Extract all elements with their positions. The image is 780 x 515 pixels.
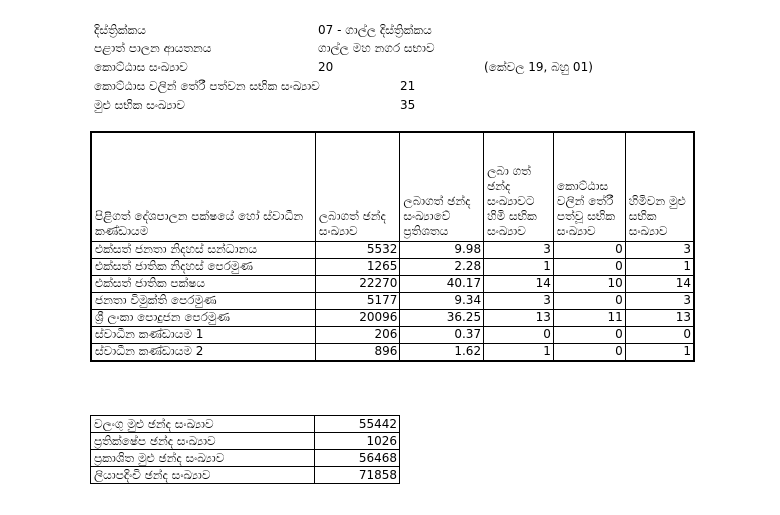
table-row <box>91 416 400 433</box>
total-members-label: මුළු සභික සංඛ්‍යාව <box>94 98 185 112</box>
entitled-cell: 3 <box>484 241 554 258</box>
totals-label: ප්‍රතික්ෂේප ඡන්ද සංඛ්‍යාව <box>91 433 315 450</box>
percent-cell: 40.17 <box>400 275 484 292</box>
party-name: එක්සත් ජනතා නිදහස් සන්ධානය <box>91 241 315 258</box>
votes-cell: 206 <box>315 326 400 343</box>
entitled-cell: 0 <box>484 326 554 343</box>
total-cell: 13 <box>625 309 694 326</box>
total-cell: 14 <box>625 275 694 292</box>
total-members-value: 35 <box>400 98 416 112</box>
results-header-row <box>91 132 694 241</box>
votes-cell: 22270 <box>315 275 400 292</box>
percent-cell: 0.37 <box>400 326 484 343</box>
totals-value: 1026 <box>315 433 400 450</box>
total-cell: 1 <box>625 343 694 361</box>
total-cell: 3 <box>625 292 694 309</box>
totals-label: ලියාපදිංචි ඡන්ද සංඛ්‍යාව <box>91 467 315 484</box>
col-header-entitled: ලබා ගත් ඡන්ද සංඛ්‍යාවට හිමි සභික සංඛ්‍යාව <box>484 132 554 241</box>
table-row <box>91 433 400 450</box>
district-value: 07 - ගාල්ල දිස්ත්‍රික්කය <box>318 23 432 37</box>
percent-cell: 9.34 <box>400 292 484 309</box>
totals-label: ප්‍රකාශිත මුළු ඡන්ද සංඛ්‍යාව <box>91 450 315 467</box>
entitled-cell: 13 <box>484 309 554 326</box>
table-row <box>91 326 694 343</box>
total-cell: 0 <box>625 326 694 343</box>
col-header-votes: ලබාගත් ඡන්ද සංඛ්‍යාව <box>315 132 400 241</box>
elected-cell: 0 <box>553 343 625 361</box>
authority-label: පළාත් පාලන ආයතනය <box>94 41 212 55</box>
elected-cell: 0 <box>553 326 625 343</box>
col-header-total: හිමිවන මුළු සභික සංඛ්‍යාව <box>625 132 694 241</box>
ward-members-value: 21 <box>400 79 416 93</box>
results-table <box>90 131 695 362</box>
elected-cell: 0 <box>553 292 625 309</box>
party-name: ස්වාධීන කණ්ඩායම 2 <box>91 343 315 361</box>
entitled-cell: 1 <box>484 258 554 275</box>
table-row <box>91 450 400 467</box>
col-header-party: පිළිගත් දේශපාලන පක්ෂයේ හෝ ස්වාධීන කණ්ඩායම <box>91 132 315 241</box>
col-header-elected: කොට්ඨාස වලින් තේරී පත්වූ සභික සංඛ්‍යාව <box>553 132 625 241</box>
authority-value: ගාල්ල මහ නගර සභාව <box>318 41 435 55</box>
table-row <box>91 258 694 275</box>
totals-value: 56468 <box>315 450 400 467</box>
percent-cell: 2.28 <box>400 258 484 275</box>
totals-value: 55442 <box>315 416 400 433</box>
votes-cell: 1265 <box>315 258 400 275</box>
totals-table <box>90 415 400 484</box>
votes-cell: 896 <box>315 343 400 361</box>
table-row <box>91 241 694 258</box>
votes-cell: 5532 <box>315 241 400 258</box>
party-name: එක්සත් ජාතික නිදහස් පෙරමුණ <box>91 258 315 275</box>
wards-note: (කේවල 19, බහු 01) <box>484 60 593 74</box>
table-row <box>91 292 694 309</box>
total-cell: 3 <box>625 241 694 258</box>
party-name: එක්සත් ජාතික පක්ෂය <box>91 275 315 292</box>
votes-cell: 5177 <box>315 292 400 309</box>
wards-value: 20 <box>318 60 334 74</box>
totals-value: 71858 <box>315 467 400 484</box>
col-header-percent: ලබාගත් ඡන්ද සංඛ්‍යාවේ ප්‍රතිශතය <box>400 132 484 241</box>
table-row <box>91 275 694 292</box>
entitled-cell: 1 <box>484 343 554 361</box>
party-name: ස්වාධීන කණ්ඩායම 1 <box>91 326 315 343</box>
percent-cell: 1.62 <box>400 343 484 361</box>
ward-members-label: කොට්ඨාස වලින් තේරී පත්වන සභික සංඛ්‍යාව <box>94 79 320 93</box>
totals-label: වලංගු මුළු ඡන්ද සංඛ්‍යාව <box>91 416 315 433</box>
elected-cell: 10 <box>553 275 625 292</box>
district-label: දිස්ත්‍රික්කය <box>94 23 146 37</box>
elected-cell: 0 <box>553 241 625 258</box>
percent-cell: 36.25 <box>400 309 484 326</box>
table-row <box>91 467 400 484</box>
total-cell: 1 <box>625 258 694 275</box>
percent-cell: 9.98 <box>400 241 484 258</box>
table-row <box>91 343 694 361</box>
wards-label: කොට්ඨාස සංඛ්‍යාව <box>94 60 188 74</box>
entitled-cell: 14 <box>484 275 554 292</box>
votes-cell: 20096 <box>315 309 400 326</box>
elected-cell: 0 <box>553 258 625 275</box>
table-row <box>91 309 694 326</box>
party-name: ජනතා විමුක්ති පෙරමුණ <box>91 292 315 309</box>
party-name: ශ්‍රී ලංකා පොදුජන පෙරමුණ <box>91 309 315 326</box>
entitled-cell: 3 <box>484 292 554 309</box>
elected-cell: 11 <box>553 309 625 326</box>
